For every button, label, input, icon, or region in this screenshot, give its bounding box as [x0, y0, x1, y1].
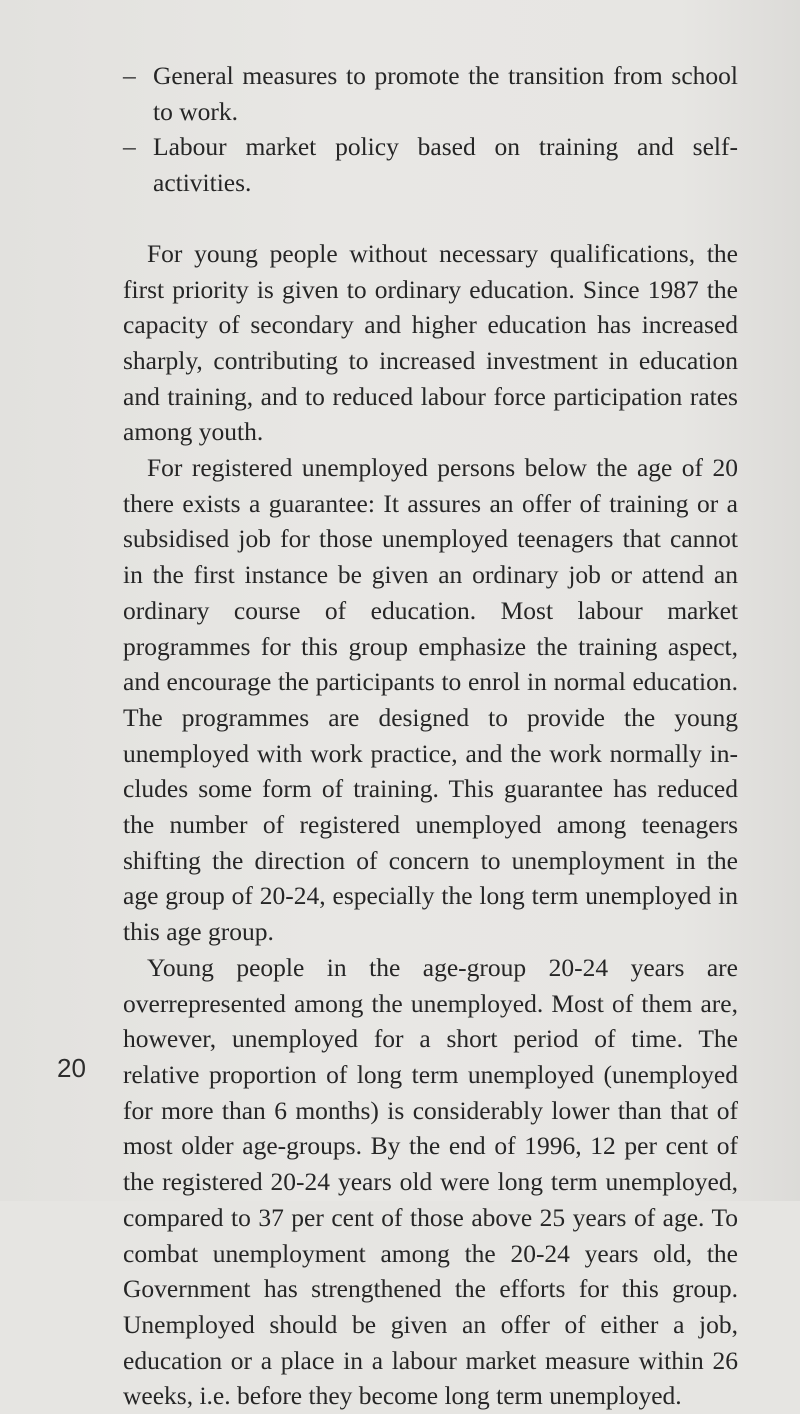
bullet-text: Labour market policy based on training and self-activities. — [153, 132, 738, 198]
bullet-text: General measures to promote the transition from school to work. — [153, 61, 738, 126]
body-text — [123, 58, 738, 1414]
paragraph-3: Young people in the age-group 20-24 years are overrepresented among the unemployed. Most of them are, however, unemployed for a short period of time. The relative proportion of long term unemployed (unemployed for more than 6 months) is considerably lower than that of most older age-groups. By the end of 1996, 12 per cent of the registered 20-24 years old were long term unemployed, compared to 37 per cent of those above 25 years of age. To combat unemployment among the 20-24 years old, the Government has strengthened the efforts for this group. Unemployed should be given an offer of either a job, education or a place in a labour market measure within 26 weeks, i.e. before they become long term unemployed. — [123, 952, 738, 1411]
page-number: 20 — [57, 1053, 86, 1083]
bullet-dash: – — [123, 132, 136, 162]
bullet-item-2 — [123, 129, 738, 200]
bullet-dash: – — [123, 61, 136, 90]
paragraph-2: For registered unemployed persons below the age of 20 there exists a guarantee: It assures an offer of training or a subsidised job for those unemployed teenagers that cannot in the first instance be given an ordinary job or attend an ordinary course of education. Most labour market programmes for this group emphasize the training aspect, and encourage the participants to enrol in normal education. The programmes are designed to provide the young unemployed with work practice, and the work normally includes some form of training. This guarantee has reduced the number of registered unemployed among teenagers shifting the direction of concern to unemployment in the age group of 20-24, especially the long term unemployed in this age group. — [123, 453, 738, 947]
bullet-item-1 — [123, 58, 738, 129]
paragraph-1: For young people without necessary qualifications, the first priority is given to ordinary education. Since 1987 the capacity of secondary and higher education has increased sharply, contributing to increased investment in education and training, and to reduced labour force participation rates among youth. — [123, 238, 738, 447]
